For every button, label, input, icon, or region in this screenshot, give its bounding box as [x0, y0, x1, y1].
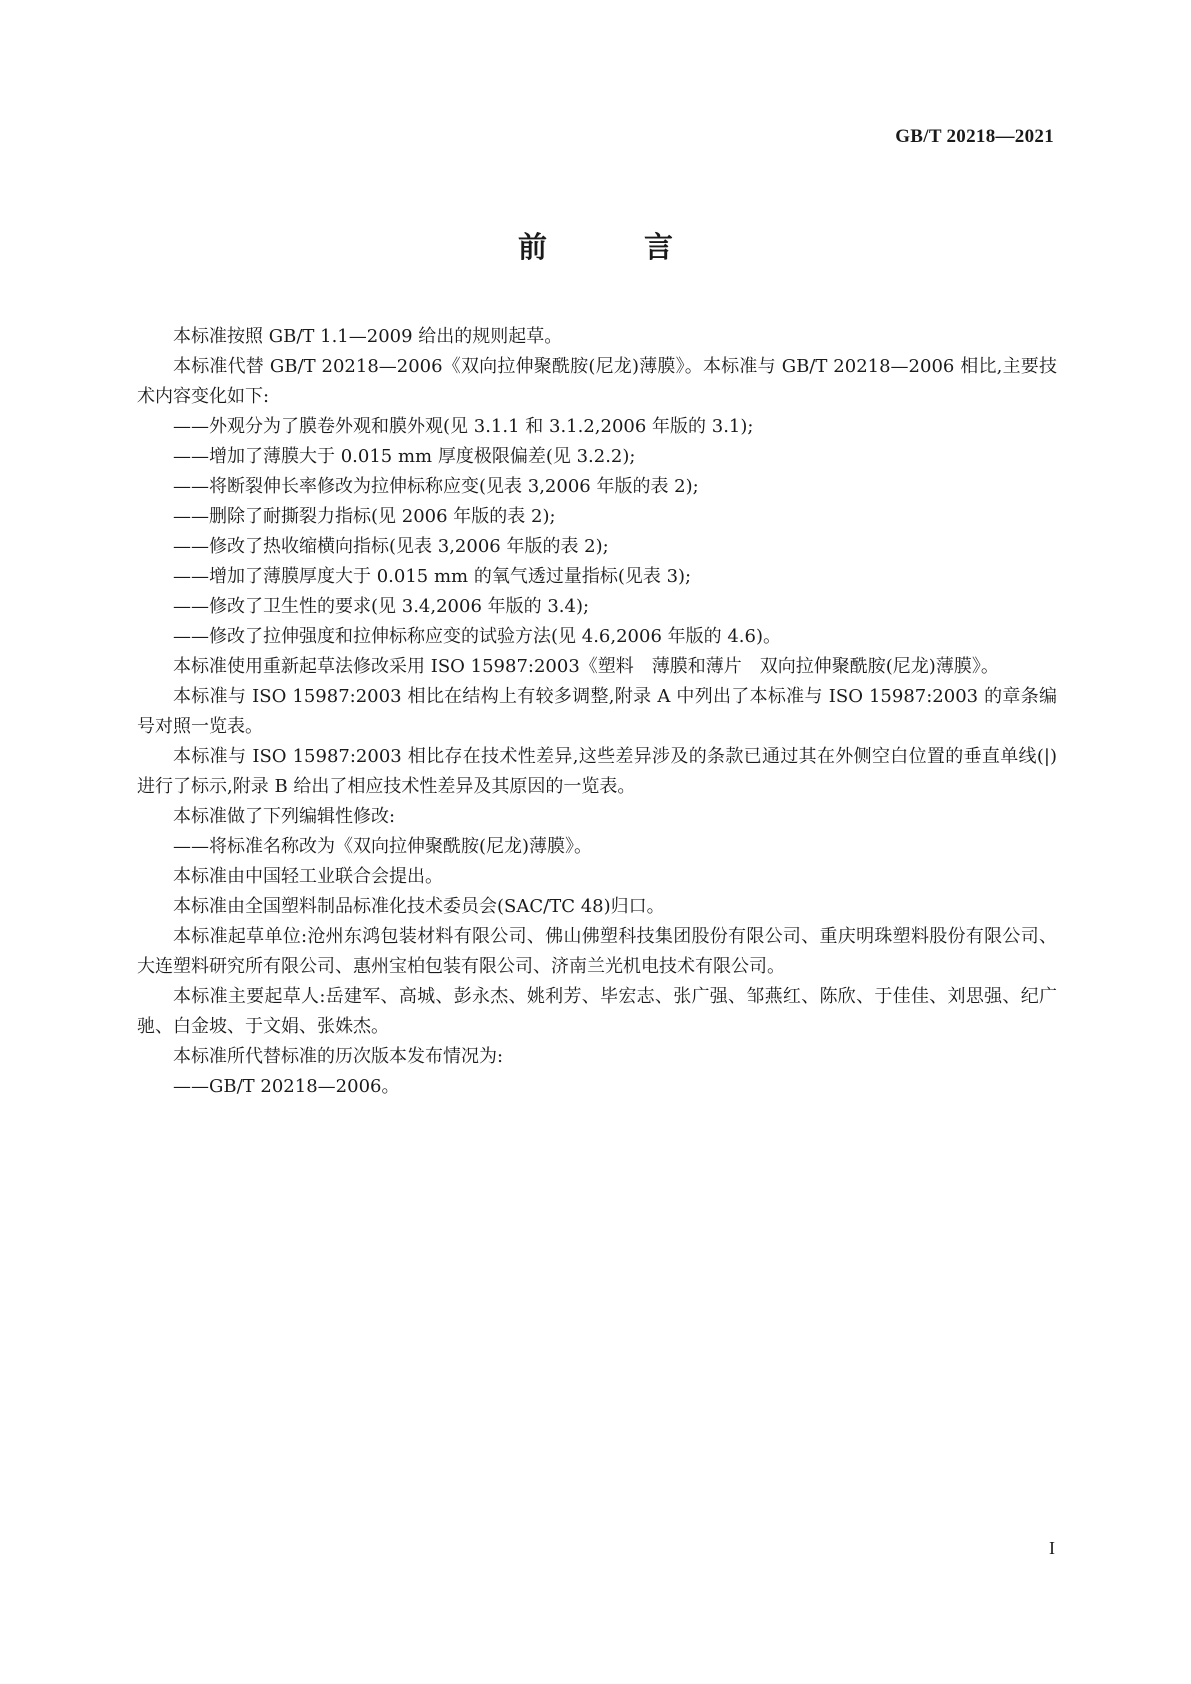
paragraph: 本标准代替 GB/T 20218—2006《双向拉伸聚酰胺(尼龙)薄膜》。本标准与 GB/T 20218—2006 相比,主要技术内容变化如下: [137, 356, 1057, 407]
paragraph: 本标准由中国轻工业联合会提出。 [173, 866, 443, 887]
foreword-body [137, 322, 1057, 1102]
paragraph: 本标准所代替标准的历次版本发布情况为: [173, 1046, 504, 1067]
paragraph: 本标准使用重新起草法修改采用 ISO 15987:2003《塑料 薄膜和薄片 双向拉伸聚酰胺(尼龙)薄膜》。 [173, 656, 999, 677]
paragraph: 本标准做了下列编辑性修改: [173, 806, 396, 827]
list-item: ——增加了薄膜厚度大于 0.015 mm 的氧气透过量指标(见表 3); [173, 566, 692, 587]
list-item: ——将断裂伸长率修改为拉伸标称应变(见表 3,2006 年版的表 2); [173, 476, 699, 497]
list-item: ——GB/T 20218—2006。 [173, 1076, 400, 1097]
list-item: ——将标准名称改为《双向拉伸聚酰胺(尼龙)薄膜》。 [173, 836, 593, 857]
paragraph: 本标准与 ISO 15987:2003 相比存在技术性差异,这些差异涉及的条款已通过其在外侧空白位置的垂直单线(|)进行了标示,附录 B 给出了相应技术性差异及其原因的一览表。 [137, 746, 1057, 797]
list-item: ——外观分为了膜卷外观和膜外观(见 3.1.1 和 3.1.2,2006 年版的 3.1); [173, 416, 754, 437]
list-item: ——修改了卫生性的要求(见 3.4,2006 年版的 3.4); [173, 596, 590, 617]
list-item: ——删除了耐撕裂力指标(见 2006 年版的表 2); [173, 506, 556, 527]
standard-number-header: GB/T 20218—2021 [895, 126, 1054, 147]
list-item: ——修改了拉伸强度和拉伸标称应变的试验方法(见 4.6,2006 年版的 4.6)。 [173, 626, 781, 647]
paragraph: 本标准按照 GB/T 1.1—2009 给出的规则起草。 [173, 326, 563, 347]
list-item: ——增加了薄膜大于 0.015 mm 厚度极限偏差(见 3.2.2); [173, 446, 636, 467]
paragraph: 本标准主要起草人:岳建军、高城、彭永杰、姚利芳、毕宏志、张广强、邹燕红、陈欣、于佳佳、刘思强、纪广驰、白金坡、于文娟、张姝杰。 [137, 986, 1057, 1037]
paragraph: 本标准起草单位:沧州东鸿包装材料有限公司、佛山佛塑科技集团股份有限公司、重庆明珠塑料股份有限公司、大连塑料研究所有限公司、惠州宝柏包装有限公司、济南兰光机电技术有限公司。 [137, 926, 1057, 977]
paragraph: 本标准与 ISO 15987:2003 相比在结构上有较多调整,附录 A 中列出了本标准与 ISO 15987:2003 的章条编号对照一览表。 [137, 686, 1057, 737]
list-item: ——修改了热收缩横向指标(见表 3,2006 年版的表 2); [173, 536, 609, 557]
page-title: 前 言 [517, 230, 707, 264]
paragraph: 本标准由全国塑料制品标准化技术委员会(SAC/TC 48)归口。 [173, 896, 665, 917]
page-number: I [1049, 1538, 1055, 1558]
